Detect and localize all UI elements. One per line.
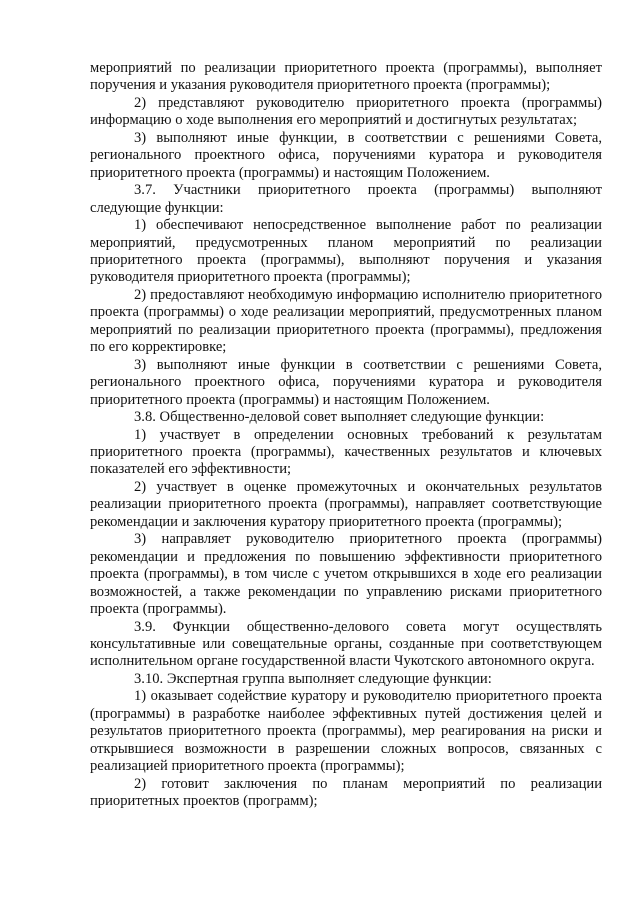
paragraph: 1) участвует в определении основных требований к результатам приоритетного проекта (программы), качественных результатов и ключевых показателей его эффективности; (90, 426, 602, 478)
paragraph: 1) обеспечивают непосредственное выполнение работ по реализации мероприятий, предусмотренных планом мероприятий по реализации приоритетного проекта (программы), выполняют поручения и указания руководителя приоритетного проекта (программы); (90, 217, 602, 286)
section-heading-3-10: 3.10. Экспертная группа выполняет следующие функции: (134, 670, 492, 687)
section-heading-3-8: 3.8. Общественно-деловой совет выполняет следующие функции: (134, 409, 545, 426)
paragraph: 1) оказывает содействие куратору и руководителю приоритетного проекта (программы) в разработке наиболее эффективных путей достижения целей и результатов приоритетного проекта (программы), мер реагирования на риски и открывшиеся возможности в разрешении сложных вопросов, связанных с реализацией приоритетного проекта (программы); (90, 688, 602, 775)
section-heading-3-7: 3.7. Участники приоритетного проекта (программы) выполняют следующие функции: (90, 182, 602, 216)
paragraph: 3) выполняют иные функции, в соответствии с решениями Совета, регионального проектного офиса, поручениями куратора и руководителя приоритетного проекта (программы) и настоящим Положением. (90, 129, 602, 181)
document-page (90, 60, 602, 810)
section-heading-3-9: 3.9. Функции общественно-делового совета могут осуществлять консультативные или совещательные органы, созданные при соответствующем исполнительном органе государственной власти Чукотского автономного округа. (90, 618, 602, 670)
paragraph: 3) направляет руководителю приоритетного проекта (программы) рекомендации и предложения по повышению эффективности приоритетного проекта (программы), в том числе с учетом открывшихся в ходе его реализации возможностей, а также рекомендации по управлению рисками приоритетного проекта (программы). (90, 531, 602, 618)
paragraph: 2) предоставляют необходимую информацию исполнителю приоритетного проекта (программы) о ходе реализации мероприятий, предусмотренных планом мероприятий по реализации приоритетного проекта (программы), предложения по его корректировке; (90, 286, 602, 356)
paragraph: 2) готовит заключения по планам мероприятий по реализации приоритетных проектов (программ); (90, 775, 602, 810)
paragraph: 3) выполняют иные функции в соответствии с решениями Совета, регионального проектного офиса, поручениями куратора и руководителя приоритетного проекта (программы) и настоящим Положением. (90, 356, 602, 408)
paragraph-continuation: мероприятий по реализации приоритетного проекта (программы), выполняет поручения и указания руководителя приоритетного проекта (программы); (90, 60, 602, 94)
paragraph: 2) представляют руководителю приоритетного проекта (программы) информацию о ходе выполнения его мероприятий и достигнутых результатах; (90, 94, 602, 129)
paragraph: 2) участвует в оценке промежуточных и окончательных результатов реализации приоритетного проекта (программы), направляет соответствующие рекомендации и заключения куратору приоритетного проекта (программы); (90, 478, 602, 530)
